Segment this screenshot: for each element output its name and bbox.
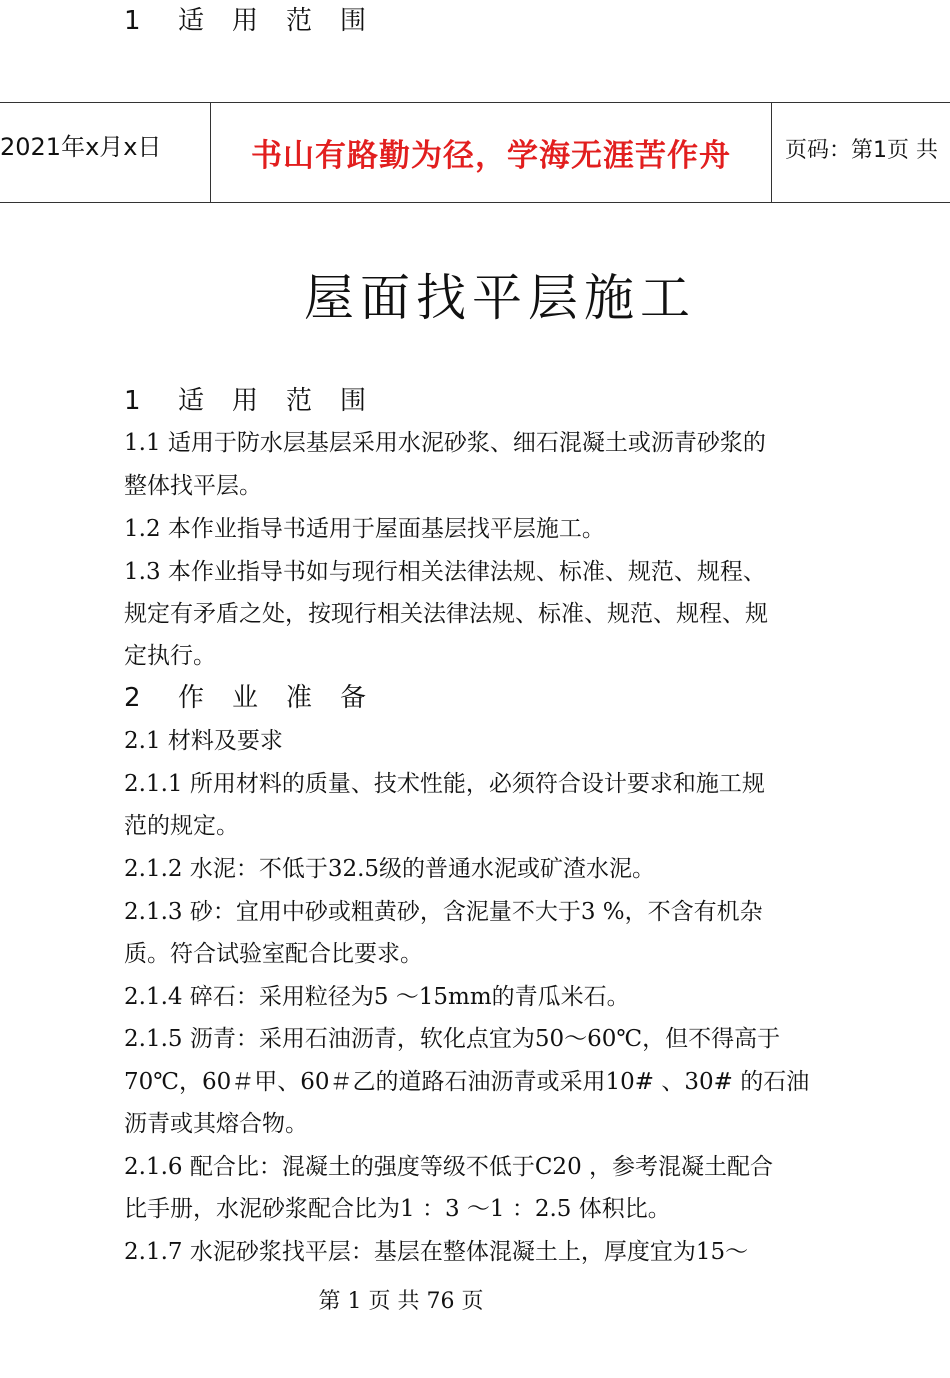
text-line: 1.3 本作业指导书如与现行相关法律法规、标准、规范、规程、 bbox=[124, 559, 766, 585]
header-date: 2021年x月x日 bbox=[0, 133, 162, 161]
text-line: 2.1.2 水泥：不低于32.5级的普通水泥或矿渣水泥。 bbox=[124, 856, 656, 882]
text-line: 2.1.3 砂：宜用中砂或粗黄砂，含泥量不大于3 %，不含有机杂 bbox=[124, 899, 763, 925]
text-line: 质。符合试验室配合比要求。 bbox=[124, 941, 423, 967]
text-line: 定执行。 bbox=[124, 643, 216, 669]
page-footer: 第 1 页 共 76 页 bbox=[318, 1289, 484, 1314]
text-line: 1.1 适用于防水层基层采用水泥砂浆、细石混凝土或沥青砂浆的 bbox=[124, 430, 766, 456]
text-line: 整体找平层。 bbox=[124, 473, 262, 499]
section-number: 1 bbox=[124, 6, 141, 36]
page-header bbox=[0, 102, 950, 203]
text-line: 1.2 本作业指导书适用于屋面基层找平层施工。 bbox=[124, 516, 605, 542]
header-page-number: 页码：第1页 共 bbox=[785, 138, 938, 163]
text-line: 规定有矛盾之处，按现行相关法律法规、标准、规范、规程、规 bbox=[124, 601, 768, 627]
text-line: 70℃，60＃甲、60＃乙的道路石油沥青或采用10# 、30# 的石油 bbox=[124, 1069, 810, 1095]
section-heading-2 bbox=[124, 677, 394, 714]
text-line: 比手册，水泥砂浆配合比为1 ：3 ～1 ：2.5 体积比。 bbox=[124, 1196, 671, 1222]
section-heading-1 bbox=[124, 380, 394, 417]
header-motto: 书山有路勤为径，学海无涯苦作舟 bbox=[251, 138, 731, 174]
section-number: 2 bbox=[124, 683, 141, 713]
section-number: 1 bbox=[124, 386, 141, 416]
text-line: 2.1.1 所用材料的质量、技术性能，必须符合设计要求和施工规 bbox=[124, 771, 765, 797]
document-title: 屋面找平层施工 bbox=[304, 269, 696, 327]
text-line: 2.1.4 碎石：采用粒径为5 ～15mm的青瓜米石。 bbox=[124, 984, 630, 1010]
section-title: 作业准备 bbox=[178, 683, 395, 713]
section-title: 适用范围 bbox=[178, 386, 395, 416]
text-line: 2.1 材料及要求 bbox=[124, 728, 283, 754]
section-heading-1 bbox=[124, 0, 394, 37]
header-divider bbox=[771, 103, 772, 202]
text-line: 2.1.6 配合比：混凝土的强度等级不低于C20 ，参考混凝土配合 bbox=[124, 1154, 774, 1180]
section-title: 适用范围 bbox=[178, 6, 395, 36]
text-line: 2.1.5 沥青：采用石油沥青，软化点宜为50～60℃，但不得高于 bbox=[124, 1026, 781, 1052]
text-line: 2.1.7 水泥砂浆找平层：基层在整体混凝土上，厚度宜为15～ bbox=[124, 1239, 749, 1265]
text-line: 沥青或其熔合物。 bbox=[124, 1111, 308, 1137]
text-line: 范的规定。 bbox=[124, 813, 239, 839]
